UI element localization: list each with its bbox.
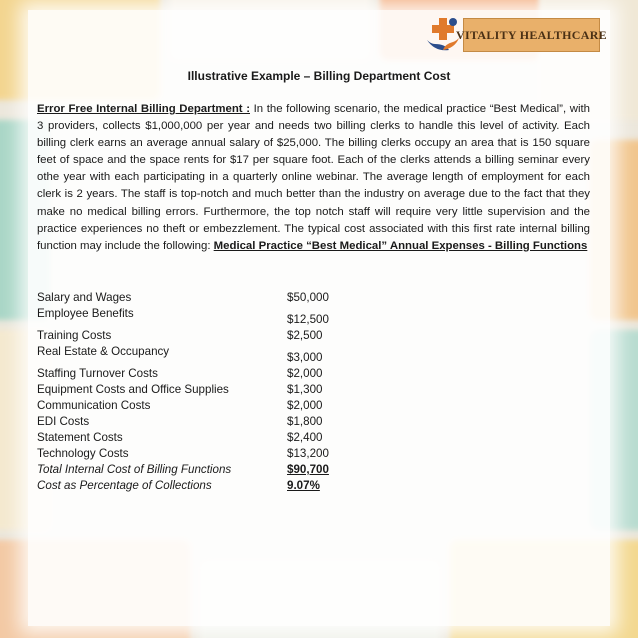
table-row (37, 328, 377, 344)
expenses-heading: Medical Practice “Best Medical” Annual Expenses - Billing Functions (213, 239, 588, 252)
expenses-table (37, 290, 377, 494)
expense-label: Statement Costs (37, 431, 123, 444)
expense-amount: $1,300 (287, 383, 323, 396)
total-row (37, 462, 377, 478)
expense-amount: $1,800 (287, 415, 323, 428)
table-row (37, 398, 377, 414)
percentage-amount: 9.07% (287, 479, 320, 492)
total-amount: $90,700 (287, 463, 329, 476)
percentage-row (37, 478, 377, 494)
expense-amount: $13,200 (287, 447, 329, 460)
expense-label: Technology Costs (37, 447, 129, 460)
table-row (37, 344, 377, 366)
expense-label: Real Estate & Occupancy (37, 345, 170, 358)
scenario-paragraph (37, 101, 590, 255)
expense-amount: $2,000 (287, 367, 323, 380)
table-row (37, 366, 377, 382)
table-row (37, 382, 377, 398)
expense-amount: $50,000 (287, 291, 329, 304)
expense-amount: $2,000 (287, 399, 323, 412)
logo-banner (456, 18, 607, 52)
expense-amount: $3,000 (287, 351, 323, 364)
expense-label: Communication Costs (37, 399, 151, 412)
table-row (37, 290, 377, 306)
table-row (37, 430, 377, 446)
expense-amount: $2,500 (287, 329, 323, 342)
table-row (37, 306, 377, 328)
expense-amount: $12,500 (287, 313, 329, 326)
expense-label: Equipment Costs and Office Supplies (37, 383, 229, 396)
expense-amount: $2,400 (287, 431, 323, 444)
expense-label: Employee Benefits (37, 307, 134, 320)
table-row (37, 414, 377, 430)
page-title: Illustrative Example – Billing Department Cost (187, 69, 451, 83)
expense-label: EDI Costs (37, 415, 90, 428)
percentage-label: Cost as Percentage of Collections (37, 479, 212, 492)
scenario-text: In the following scenario, the medical practice “Best Medical”, with 3 providers, collects $1,000,000 per year and needs two billing clerks to handle this level of activity. Each billing clerk earns an average annual salary of $25,000. The billing clerks occupy an area that is 150 square feet of space and the space rents for $17 per square foot. Each of the clerks attends a billing seminar every othe year with each participating in a quarterly online webinar. The average length of employment for each clerk is 2 years. The staff is top-notch and much better than the industry on average due to the fact that they make no medical billing errors. Furthermore, the top notch staff will require very little supervision and the practice experiences no theft or embezzlement. The typical cost associated with this first rate internal billing function may include the following: (37, 103, 590, 252)
expense-label: Training Costs (37, 329, 112, 342)
expense-label: Salary and Wages (37, 291, 132, 304)
scenario-heading: Error Free Internal Billing Department : (37, 103, 250, 115)
table-row (37, 446, 377, 462)
logo-text: VITALITY HEALTHCARE (456, 27, 607, 42)
expense-label: Staffing Turnover Costs (37, 367, 158, 380)
total-label: Total Internal Cost of Billing Functions (37, 463, 232, 476)
logo (423, 14, 607, 54)
